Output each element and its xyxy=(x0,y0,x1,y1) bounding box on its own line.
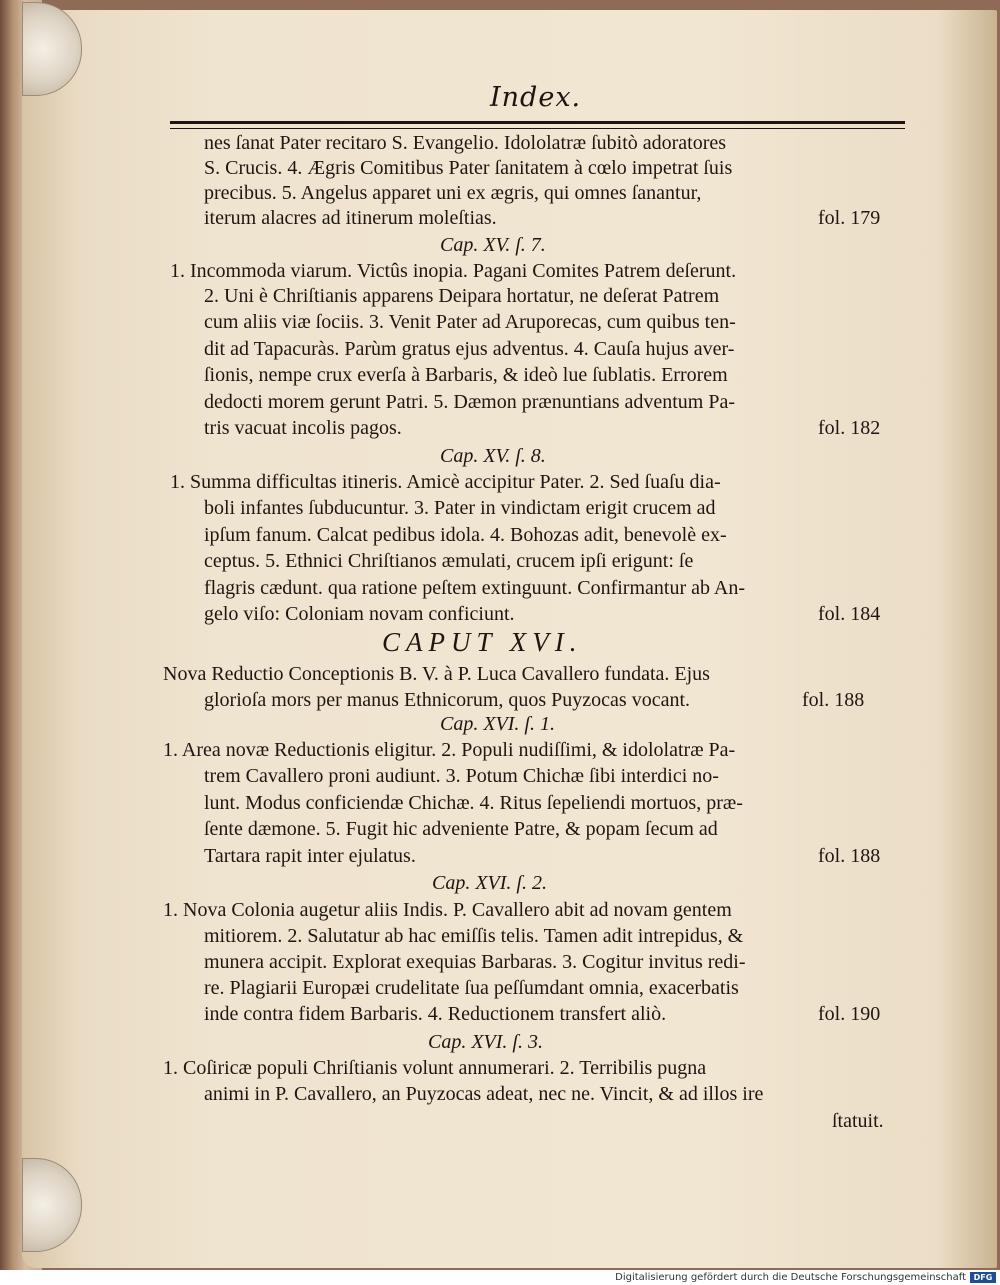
index-line: 1. Nova Colonia augetur aliis Indis. P. Cavallero abit ad novam gentem xyxy=(163,899,732,921)
running-header: Index. xyxy=(490,82,582,113)
index-line: 1. Summa difficultas itineris. Amicè accipitur Pater. 2. Sed ſuaſu dia- xyxy=(170,471,721,493)
section-heading: Cap. XV. ſ. 7. xyxy=(440,234,546,256)
footer-credit: Digitalisierung gefördert durch die Deutsche Forschungsgemeinschaft xyxy=(615,1272,966,1283)
index-line: S. Crucis. 4. Ægris Comitibus Pater ſanitatem à cœlo impetrat ſuis xyxy=(204,157,733,179)
section-heading: Cap. XVI. ſ. 2. xyxy=(432,872,547,894)
dfg-logo: DFG xyxy=(970,1272,996,1283)
digitization-footer xyxy=(0,1270,1000,1285)
bottom-clip-icon xyxy=(22,1158,82,1252)
index-line: re. Plagiarii Europæi crudelitate ſua peſſumdant omnia, exacerbatis xyxy=(204,977,739,999)
header-rule xyxy=(170,121,905,124)
index-line: glorioſa mors per manus Ethnicorum, quos Puyzocas vocant. xyxy=(204,689,691,711)
index-line: boli infantes ſubducuntur. 3. Pater in vindictam erigit crucem ad xyxy=(204,497,716,519)
index-line: 1. Coſiricæ populi Chriſtianis volunt annumerari. 2. Terribilis pugna xyxy=(163,1057,707,1079)
top-clip-icon xyxy=(22,2,82,96)
index-line: nes ſanat Pater recitaro S. Evangelio. Idololatræ ſubitò adoratores xyxy=(204,132,727,154)
index-line: iterum alacres ad itinerum moleſtias. xyxy=(204,207,497,229)
index-line: Tartara rapit inter ejulatus. xyxy=(204,845,416,867)
index-line: munera accipit. Explorat exequias Barbaras. 3. Cogitur invitus redi- xyxy=(204,951,746,973)
index-line: 1. Incommoda viarum. Victûs inopia. Pagani Comites Patrem deſerunt. xyxy=(170,260,737,282)
section-heading: Cap. XV. ſ. 8. xyxy=(440,445,546,467)
section-heading: Cap. XVI. ſ. 3. xyxy=(428,1031,543,1053)
index-line: 2. Uni è Chriſtianis apparens Deipara hortatur, ne deſerat Patrem xyxy=(204,285,720,307)
index-line: ſente dæmone. 5. Fugit hic adveniente Patre, & popam ſecum ad xyxy=(204,818,718,840)
index-line: lunt. Modus conficiendæ Chichæ. 4. Ritus ſepeliendi mortuos, præ- xyxy=(204,792,743,814)
index-line: ceptus. 5. Ethnici Chriſtianos æmulati, crucem ipſi erigunt: ſe xyxy=(204,550,694,572)
index-line: inde contra fidem Barbaris. 4. Reductionem transfert aliò. xyxy=(204,1003,667,1025)
index-line: Nova Reductio Conceptionis B. V. à P. Luca Cavallero fundata. Ejus xyxy=(163,663,710,685)
index-line: 1. Area novæ Reductionis eligitur. 2. Populi nudiſſimi, & idololatræ Pa- xyxy=(163,739,736,761)
index-line: ſtatuit. xyxy=(832,1110,884,1132)
index-line: tris vacuat incolis pagos. xyxy=(204,417,402,439)
section-heading: Cap. XVI. ſ. 1. xyxy=(440,713,555,735)
index-line: gelo viſo: Coloniam novam conficiunt. xyxy=(204,603,515,625)
folio-reference: fol. 190 xyxy=(818,1003,881,1025)
index-line: mitiorem. 2. Salutatur ab hac emiſſis telis. Tamen adit intrepidus, & xyxy=(204,925,744,947)
index-line: ipſum fanum. Calcat pedibus idola. 4. Bohozas adit, benevolè ex- xyxy=(204,524,727,546)
folio-reference: fol. 182 xyxy=(818,417,881,439)
index-line: dit ad Tapacuràs. Parùm gratus ejus adventus. 4. Cauſa hujus aver- xyxy=(204,338,735,360)
header-rule-thin xyxy=(170,128,905,129)
chapter-heading: CAPUT XVI. xyxy=(382,627,583,657)
index-line: trem Cavallero proni audiunt. 3. Potum Chichæ ſibi interdici no- xyxy=(204,765,719,787)
index-line: animi in P. Cavallero, an Puyzocas adeat, nec ne. Vincit, & ad illos ire xyxy=(204,1083,764,1105)
index-line: ſionis, nempe crux everſa à Barbaris, & ideò lue ſublatis. Errorem xyxy=(204,364,728,386)
index-line: flagris cædunt. qua ratione peſtem extinguunt. Confirmantur ab An- xyxy=(204,577,745,599)
folio-reference: fol. 184 xyxy=(818,603,881,625)
folio-reference: fol. 188 xyxy=(818,845,881,867)
folio-reference: fol. 188 xyxy=(802,689,865,711)
folio-reference: fol. 179 xyxy=(818,207,881,229)
index-line: dedocti morem gerunt Patri. 5. Dæmon prænuntians adventum Pa- xyxy=(204,391,736,413)
index-line: cum aliis viæ ſociis. 3. Venit Pater ad Aruporecas, cum quibus ten- xyxy=(204,311,736,333)
index-line: precibus. 5. Angelus apparet uni ex ægris, qui omnes ſanantur, xyxy=(204,182,702,204)
